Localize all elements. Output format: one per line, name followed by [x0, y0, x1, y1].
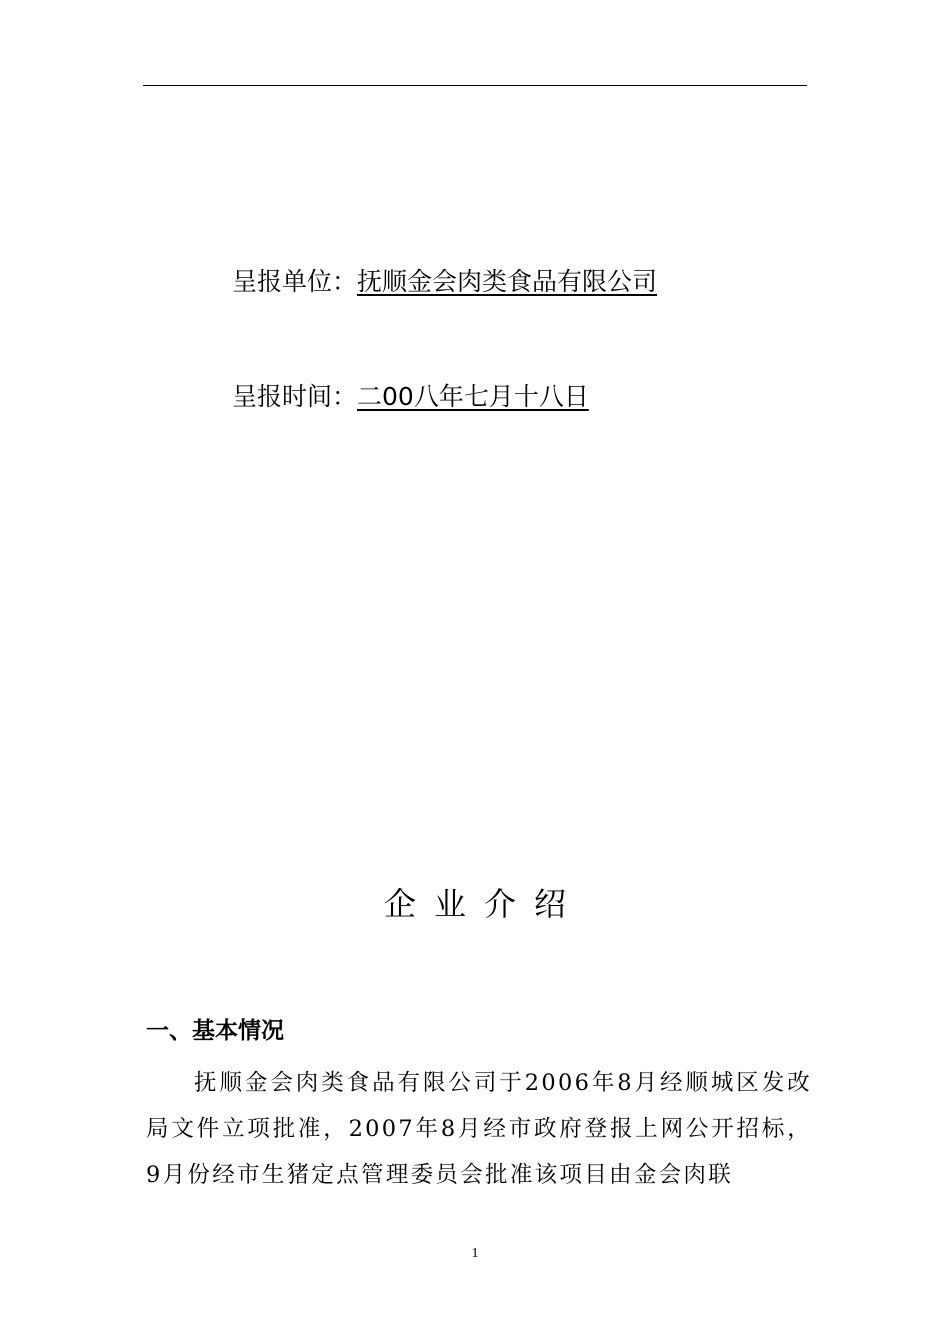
report-unit-line	[232, 265, 657, 299]
document-title: 企业介绍	[383, 885, 584, 923]
section-heading: 一、基本情况	[146, 1018, 284, 1044]
section-paragraph: 抚顺金会肉类食品有限公司于2006年8月经顺城区发改局文件立项批准，2007年8月经市政府登报上网公开招标，9月份经市生猪定点管理委员会批准该项目由金会肉联	[146, 1070, 812, 1188]
report-unit-label: 呈报单位：	[232, 267, 358, 296]
report-time-line	[232, 380, 589, 414]
page-number: 1	[471, 1246, 479, 1261]
report-time-value: 二00八年七月十八日	[357, 382, 589, 411]
report-unit-value: 抚顺金会肉类食品有限公司	[357, 267, 658, 296]
report-time-label: 呈报时间：	[232, 382, 358, 411]
header-rule	[143, 85, 807, 86]
